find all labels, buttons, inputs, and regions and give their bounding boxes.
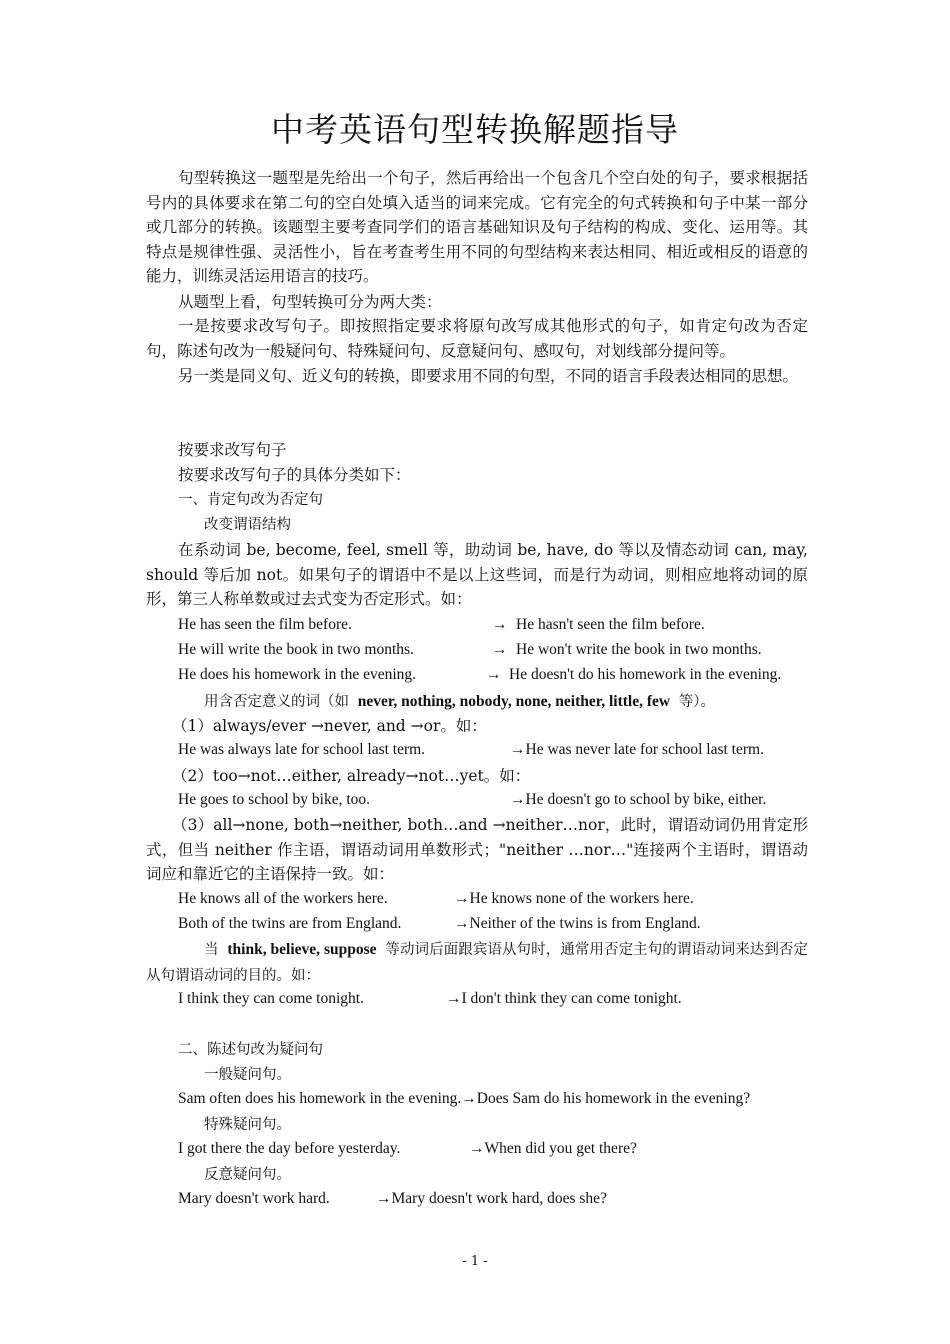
intro-paragraph-2: 从题型上看，句型转换可分为两大类： [178,293,442,311]
example-4-original: He was always late for school last term. [178,741,426,758]
example-3-result: He doesn't do his homework in the evening. [509,666,782,683]
negative-words: never, nothing, nobody, none, neither, little, few [357,693,671,710]
intro-paragraph-3: 一是按要求改写句子。即按照指定要求将原句改写成其他形式的句子，如肯定句改为否定句，陈述句改为一般疑问句、特殊疑问句、反意疑问句、感叹句，对划线部分提问等。 [146,317,808,360]
example-10-result: →When did you get there? [469,1140,637,1157]
subheading-wh: 特殊疑问句。 [204,1117,291,1133]
arrow-icon: → [486,666,502,683]
think-rule-suffix: 等动词后面跟宾语从句时，通常用否定主句的谓语动词来达到否定从句谓语动词的目的。如： [146,942,809,984]
page-title: 中考英语句型转换解题指导 [271,110,679,149]
rule-1: （1）always/ever →never, and →or。如： [172,717,487,735]
negative-words-prefix: 用含否定意义的词（如 [204,694,358,710]
section-heading: 按要求改写句子 [178,441,287,459]
example-5-original: He goes to school by bike, too. [178,791,371,808]
example-8-original: I think they can come tonight. [178,990,364,1007]
example-3-original: He does his homework in the evening. [178,666,417,683]
subheading-yes-no: 一般疑问句。 [204,1067,291,1083]
page-number: - 1 - [462,1254,488,1269]
think-verbs: think, believe, suppose [227,941,377,958]
example-2-original: He will write the book in two months. [178,641,414,658]
example-6-result: →He knows none of the workers here. [454,890,694,907]
heading-negative: 一、肯定句改为否定句 [178,492,323,508]
example-9: Sam often does his homework in the evening.→Does Sam do his homework in the evening? [178,1090,751,1107]
subheading-predicate: 改变谓语结构 [204,517,291,533]
example-8-result: →I don't think they can come tonight. [446,990,682,1007]
negative-words-suffix: 等）。 [670,694,716,710]
rule-3: （3）all→none, both→neither, both…and →neither…nor，此时，谓语动词仍用肯定形式，但当 neither 作主语，谓语动词用单数形式；"neither …nor…"连接两个主语时，谓语动词应和靠近它的主语保持一致。如： [146,816,808,884]
section-subheading: 按要求改写句子的具体分类如下： [178,466,411,484]
intro-paragraph-4: 另一类是同义句、近义句的转换，即要求用不同的句型，不同的语言手段表达相同的思想。 [178,367,799,385]
rule-2: （2）too→not…either, already→not…yet。如： [172,767,531,785]
arrow-icon: → [492,641,508,658]
think-rule [146,937,808,988]
example-6-original: He knows all of the workers here. [178,890,388,907]
example-5-result: →He doesn't go to school by bike, either. [510,791,767,808]
example-2-result: He won't write the book in two months. [516,641,762,658]
think-rule-prefix: 当 [204,942,228,958]
intro-paragraph-1: 句型转换这一题型是先给出一个句子，然后再给出一个包含几个空白处的句子，要求根据括号内的具体要求在第二句的空白处填入适当的词来完成。它有完全的句式转换和句子中某一部分或几部分的转换。该题型主要考查同学们的语言基础知识及句子结构的构成、变化、运用等。其特点是规律性强、灵活性小，旨在考查考生用不同的句型结构来表达相同、相近或相反的语意的能力，训练灵活运用语言的技巧。 [146,169,808,286]
example-4-result: →He was never late for school last term. [510,741,764,758]
example-11-result: →Mary doesn't work hard, does she? [376,1190,607,1207]
example-10-original: I got there the day before yesterday. [178,1140,401,1157]
heading-question: 二、陈述句改为疑问句 [178,1042,323,1058]
subheading-tag: 反意疑问句。 [204,1167,291,1183]
paragraph-predicate: 在系动词 be, become, feel, smell 等，助动词 be, have, do 等以及情态动词 can, may, should 等后加 not。如果句子的谓语中不是以上这些词，而是行为动词，则相应地将动词的原形，第三人称单数或过去式变为否定形式。如： [146,541,808,609]
example-7-original: Both of the twins are from England. [178,915,402,932]
example-7-result: →Neither of the twins is from England. [454,915,701,932]
negative-words-line [204,691,866,712]
example-11-original: Mary doesn't work hard. [178,1190,330,1207]
example-1-original: He has seen the film before. [178,616,352,633]
arrow-icon: → [492,616,508,633]
example-1-result: He hasn't seen the film before. [516,616,705,633]
